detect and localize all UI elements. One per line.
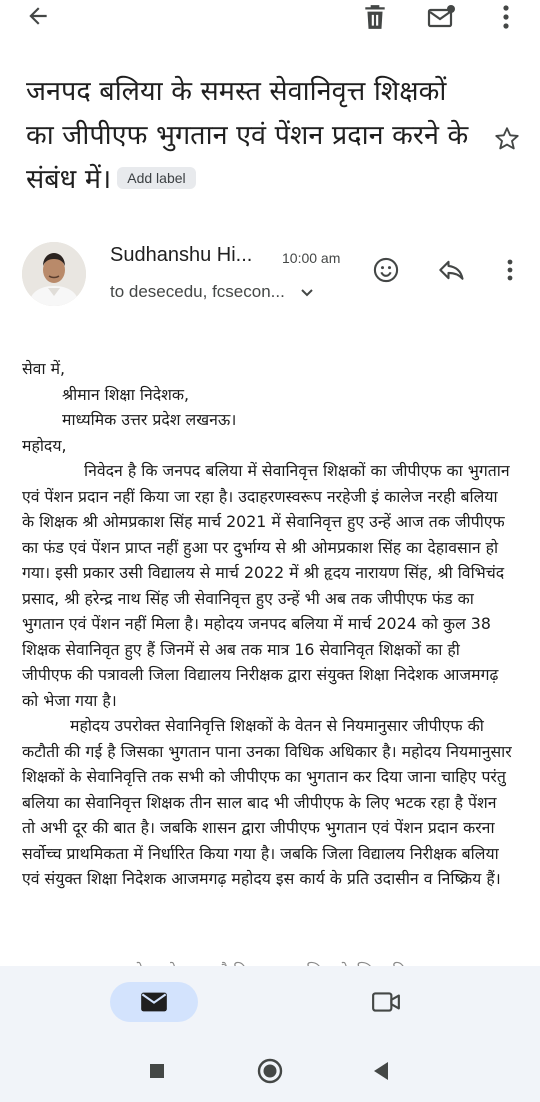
more-options-button[interactable] (488, 0, 524, 34)
subject-text: जनपद बलिया के समस्त सेवानिवृत्त शिक्षकों का जीपीएफ भुगतान एवं पेंशन प्रदान करने के संबंध में। (26, 76, 469, 195)
body-paragraph: महोदय उपरोक्त सेवानिवृत्ति शिक्षकों के वेतन से नियमानुसार जीपीएफ की कटौती की गई है जिसका भुगतान पाना उनका विधिक अधिकार है। महोदय नियमानुसार शिक्षकों के सेवानिवृत्ति तक सभी को जीपीएफ का भुगतान कर दिया जाना चाहिए परंतु बलिया का सेवानिवृत्त शिक्षक तीन साल बाद भी जीपीएफ के लिए भटक रहा है पेंशन तो अभी दूर की बात है। जबकि शासन द्वारा जीपीएफ भुगतान एवं पेंशन प्रदान करना सर्वोच्च प्राथमिकता में निर्धारित किया गया है। जबकि जिला विद्यालय निरीक्षक बलिया एवं संयुक्त शिक्षा निदेशक आजमगढ़ महोदय इस कार्य के प्रति उदासीन व निष्क्रिय हैं। (22, 716, 512, 888)
greeting-line: महोदय, (22, 435, 67, 455)
system-navigation-bar (0, 1036, 540, 1102)
mail-icon (140, 991, 168, 1013)
square-icon (149, 1063, 165, 1079)
body-paragraph: निवेदन है कि जनपद बलिया में सेवानिवृत्त शिक्षकों का जीपीएफ का भुगतान एवं पेंशन प्रदान नहीं किया जा रहा है। उदाहरणस्वरूप नरहेजी इं कालेज नरही बलिया के शिक्षक श्री ओमप्रकाश सिंह मार्च 2021 में सेवानिवृत्त हुए उन्हें आज तक जीपीएफ का फंड एवं पेंशन प्राप्त नहीं हुआ पर दुर्भाग्य से श्री ओमप्रकाश सिंह का देहावसान हो गया। इसी प्रकार उसी विद्यालय से मार्च 2022 में श्री हृदय नारायण सिंह, श्री विभिचंद प्रसाद, श्री हरेन्द्र नाथ सिंह जी सेवानिवृत्त हुए उन्हें भी अब तक जीपीएफ फंड का भुगतान एवं पेंशन नहीं मिला है। महोदय जनपद बलिया में मार्च 2024 को कुल 38 शिक्षक सेवानिवृत हुए हैं जिनमें से अब तक मात्र 16 सेवानिवृत शिक्षकों का ही जीपीएफ की पत्रावली जिला विद्यालय निरीक्षक द्वारा संयुक्त शिक्षा निदेशक आजमगढ़ को भेजा गया है। (22, 461, 510, 710)
more-vert-icon (506, 258, 514, 282)
triangle-back-icon (372, 1061, 390, 1081)
arrow-left-icon (25, 3, 51, 29)
add-label-chip[interactable]: Add label (117, 167, 195, 189)
message-more-button[interactable] (496, 254, 524, 286)
add-reaction-button[interactable] (368, 254, 404, 286)
more-vert-icon (502, 4, 510, 30)
reply-icon (438, 258, 466, 282)
mail-unread-icon (427, 4, 457, 30)
recipients-text: to desecedu, fcsecon... (110, 282, 285, 301)
reply-button[interactable] (434, 254, 470, 286)
emoji-icon (372, 256, 400, 284)
video-icon (371, 991, 401, 1013)
recents-button[interactable] (140, 1056, 174, 1086)
sender-name[interactable]: Sudhanshu Hi... (110, 244, 253, 266)
back-button[interactable] (18, 0, 58, 32)
home-button[interactable] (252, 1054, 288, 1088)
nav-meet-tab[interactable] (362, 986, 410, 1018)
mark-unread-button[interactable] (422, 0, 462, 34)
recipients-summary[interactable] (110, 282, 314, 302)
home-circle-icon (257, 1058, 283, 1084)
avatar-photo (22, 242, 86, 306)
top-app-bar (0, 0, 540, 36)
email-body (22, 356, 512, 892)
bottom-navigation (0, 966, 540, 1036)
back-nav-button[interactable] (364, 1056, 398, 1086)
addressee-line: श्रीमान शिक्षा निदेशक, (62, 384, 190, 404)
sender-avatar[interactable] (22, 242, 86, 306)
chevron-down-icon (300, 288, 314, 298)
salutation-line: सेवा में, (22, 359, 66, 378)
delete-button[interactable] (356, 0, 394, 34)
email-subject (26, 70, 476, 202)
nav-mail-tab[interactable] (110, 982, 198, 1022)
star-button[interactable] (490, 122, 524, 156)
star-outline-icon (493, 125, 521, 153)
addressee-line: माध्यमिक उत्तर प्रदेश लखनऊ। (62, 410, 237, 429)
trash-icon (362, 3, 388, 31)
message-time: 10:00 am (282, 250, 341, 266)
